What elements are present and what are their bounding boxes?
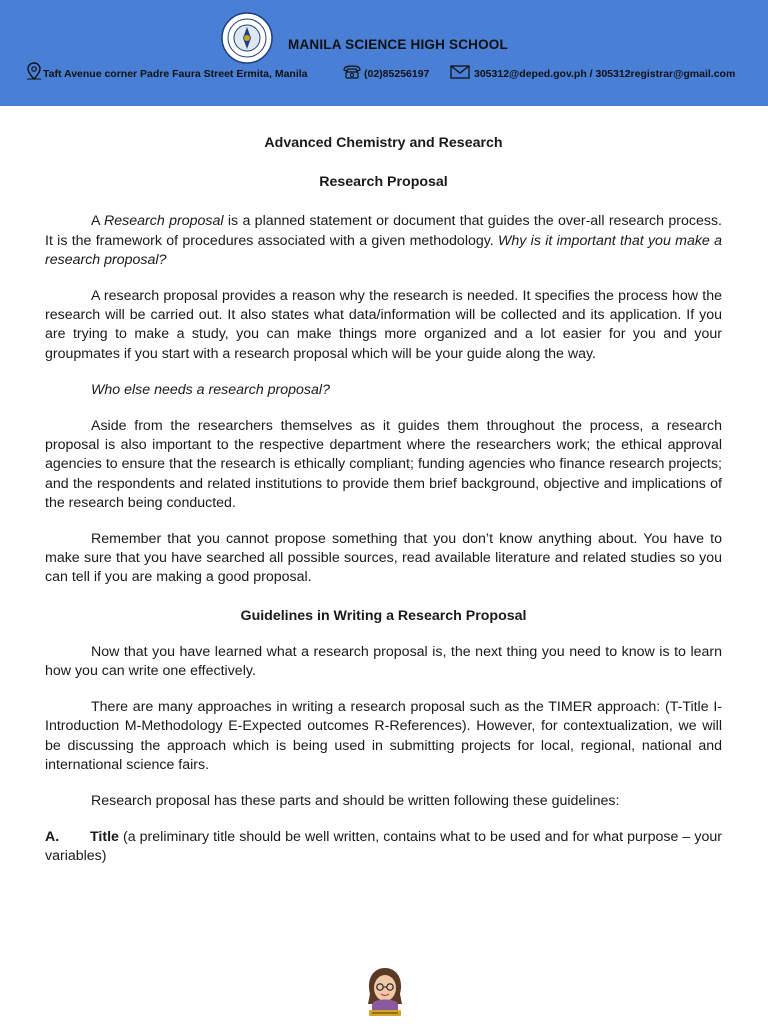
document-body [45, 134, 722, 867]
teacher-avatar-icon [360, 964, 410, 1018]
paragraph-purpose: A research proposal provides a reason why the research is needed. It specifies the process how the research will be carried out. It also states what data/information will be collected and its application. If you are trying to make a study, you can make things more organized and a lot easier for you and your groupmates if you start with a research proposal which will be your guide along the way. [45, 288, 722, 362]
guidelines-title: Guidelines in Writing a Research Proposal [240, 607, 527, 624]
paragraph-stakeholders: Aside from the researchers themselves as it guides them throughout the process, a research proposal is also important to the respective department where the researchers work; the ethical approval agencies to ensure that the research is ethically compliant; funding agencies who finance research projects; and the respondents and related institutions to provide them brief background, objective and implications of the research being conducted. [45, 418, 722, 511]
telephone-icon [342, 64, 362, 80]
header-banner [0, 0, 768, 106]
paragraph-reminder: Remember that you cannot propose something that you don’t know anything about. You have to make sure that you have searched all possible sources, read available literature and related studies so you can tell if you are making a good proposal. [45, 531, 722, 586]
p1-body: is a planned statement or document that guides the over-all research process. It is the framework of procedures associated with a given methodology. [45, 213, 722, 249]
school-seal [221, 12, 273, 64]
course-title: Advanced Chemistry and Research [264, 135, 503, 151]
question-importance: Why is it important that you make a research proposal? [45, 232, 722, 268]
phone-item [342, 62, 452, 84]
list-letter: A. [45, 829, 60, 846]
email-text: 305312@deped.gov.ph / 305312registrar@gmail.com [474, 68, 736, 80]
paragraph-approaches: There are many approaches in writing a research proposal such as the TIMER approach: (T-Title I-Introduction M-Methodology E-Expected outcomes R-References). However, for contextualization, we will be discussing the approach which is being used in submitting projects for local, regional, national and international science fairs. [45, 699, 722, 773]
phone-text: (02)85256197 [364, 68, 430, 80]
list-item-label: Title [90, 829, 119, 846]
paragraph-parts: Research proposal has these parts and should be written following these guidelines: [91, 793, 620, 810]
section-title: Research Proposal [319, 174, 448, 191]
list-item-text: (a preliminary title should be well written, contains what to be used and for what purpose – your variables) [45, 829, 722, 865]
address-item [26, 62, 326, 84]
school-name: MANILA SCIENCE HIGH SCHOOL [288, 37, 508, 52]
term-research-proposal: Research proposal [104, 213, 224, 230]
paragraph-next-step: Now that you have learned what a research proposal is, the next thing you need to know is to learn how you can write one effectively. [45, 643, 722, 680]
contact-row [26, 62, 756, 84]
envelope-icon [450, 65, 470, 79]
email-item [450, 62, 756, 84]
address-text: Taft Avenue corner Padre Faura Street Ermita, Manila [43, 68, 308, 80]
location-pin-icon [26, 62, 42, 80]
p1-pre: A [91, 213, 105, 230]
paragraph-definition [45, 212, 722, 270]
question-who-needs: Who else needs a research proposal? [91, 381, 330, 398]
list-item-title [45, 828, 722, 866]
